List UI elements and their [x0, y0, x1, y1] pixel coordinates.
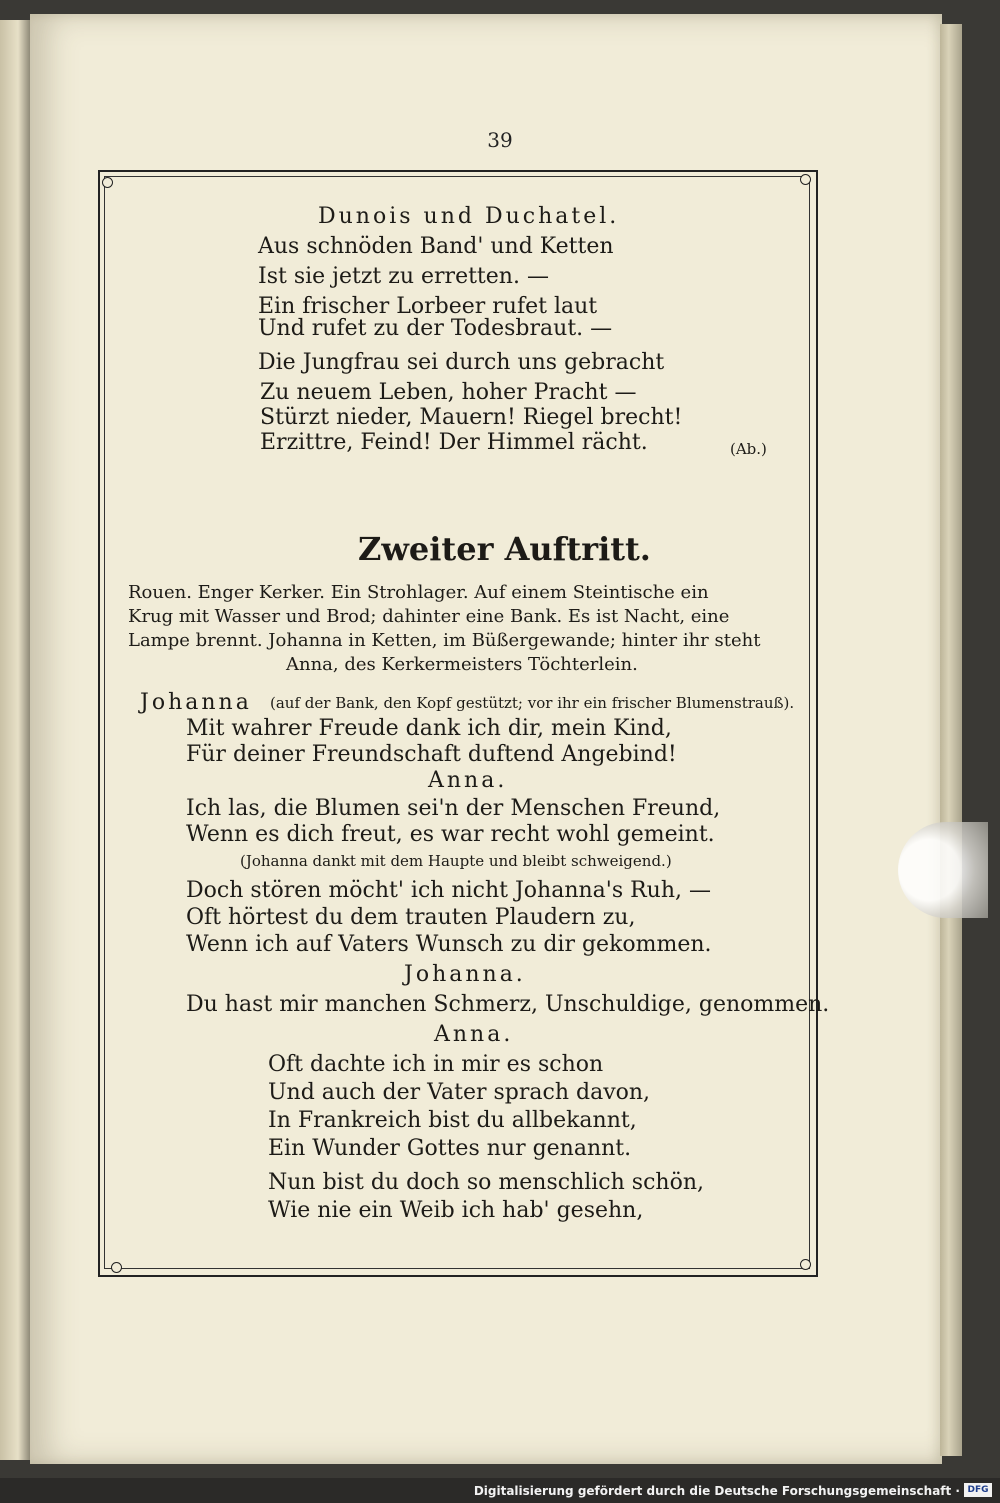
verse-line: Und auch der Vater sprach davon, [268, 1080, 651, 1105]
page-number: 39 [487, 128, 513, 152]
dfg-logo: DFG [964, 1483, 992, 1497]
verse-line: Wie nie ein Weib ich hab' gesehn, [268, 1198, 644, 1223]
digitization-footer [0, 1478, 1000, 1503]
frame-corner-ornament [800, 174, 811, 185]
previous-page-edge [0, 20, 30, 1460]
scene-heading: Zweiter Auftritt. [358, 530, 651, 568]
verse-line: Ist sie jetzt zu erretten. — [258, 264, 549, 289]
verse-line: Ein frischer Lorbeer rufet laut [258, 294, 598, 319]
speaker-name: Anna. [428, 768, 508, 793]
verse-line: Die Jungfrau sei durch uns gebracht [258, 350, 665, 375]
setting-line: Lampe brennt. Johanna in Ketten, im Büßergewande; hinter ihr steht [128, 630, 761, 651]
verse-line: Wenn ich auf Vaters Wunsch zu dir gekommen. [186, 932, 712, 957]
frame-corner-ornament [800, 1259, 811, 1270]
verse-line: Aus schnöden Band' und Ketten [258, 234, 614, 259]
thumb-index-tab [898, 822, 988, 918]
setting-line: Rouen. Enger Kerker. Ein Strohlager. Auf einem Steintische ein [128, 582, 709, 603]
verse-line: Stürzt nieder, Mauern! Riegel brecht! [260, 405, 683, 430]
speaker-name: Johanna. [404, 962, 526, 987]
verse-line: Zu neuem Leben, hoher Pracht — [260, 380, 637, 405]
verse-line: Und rufet zu der Todesbraut. — [258, 316, 613, 341]
verse-line: Für deiner Freundschaft duftend Angebind! [186, 742, 677, 767]
verse-line: Mit wahrer Freude dank ich dir, mein Kind, [186, 716, 672, 741]
frame-corner-ornament [102, 177, 113, 188]
verse-line: Oft hörtest du dem trauten Plaudern zu, [186, 905, 636, 930]
setting-line: Anna, des Kerkermeisters Töchterlein. [286, 654, 638, 675]
stage-direction: (Johanna dankt mit dem Haupte und bleibt schweigend.) [240, 852, 672, 870]
frame-corner-ornament [111, 1262, 122, 1273]
page-stack-edge [940, 24, 962, 1456]
setting-line: Krug mit Wasser und Brod; dahinter eine Bank. Es ist Nacht, eine [128, 606, 730, 627]
speaker-name: Anna. [434, 1022, 514, 1047]
verse-line: Ich las, die Blumen sei'n der Menschen Freund, [186, 796, 721, 821]
verse-line: Ein Wunder Gottes nur genannt. [268, 1136, 632, 1161]
verse-line: Erzittre, Feind! Der Himmel rächt. [260, 430, 648, 455]
speaker-name: Johanna [140, 690, 252, 715]
verse-line: Nun bist du doch so menschlich schön, [268, 1170, 704, 1195]
verse-line: Oft dachte ich in mir es schon [268, 1052, 604, 1077]
stage-direction: (auf der Bank, den Kopf gestützt; vor ihr ein frischer Blumenstrauß). [270, 694, 795, 712]
speaker-heading: Dunois und Duchatel. [318, 204, 620, 229]
verse-line: Du hast mir manchen Schmerz, Unschuldige, genommen. [186, 992, 830, 1017]
verse-line: In Frankreich bist du allbekannt, [268, 1108, 637, 1133]
verse-line: Wenn es dich freut, es war recht wohl gemeint. [186, 822, 715, 847]
exit-direction: (Ab.) [730, 440, 767, 458]
footer-credit: Digitalisierung gefördert durch die Deutsche Forschungsgemeinschaft · [473, 1484, 960, 1498]
verse-line: Doch stören möcht' ich nicht Johanna's Ruh, — [186, 878, 711, 903]
